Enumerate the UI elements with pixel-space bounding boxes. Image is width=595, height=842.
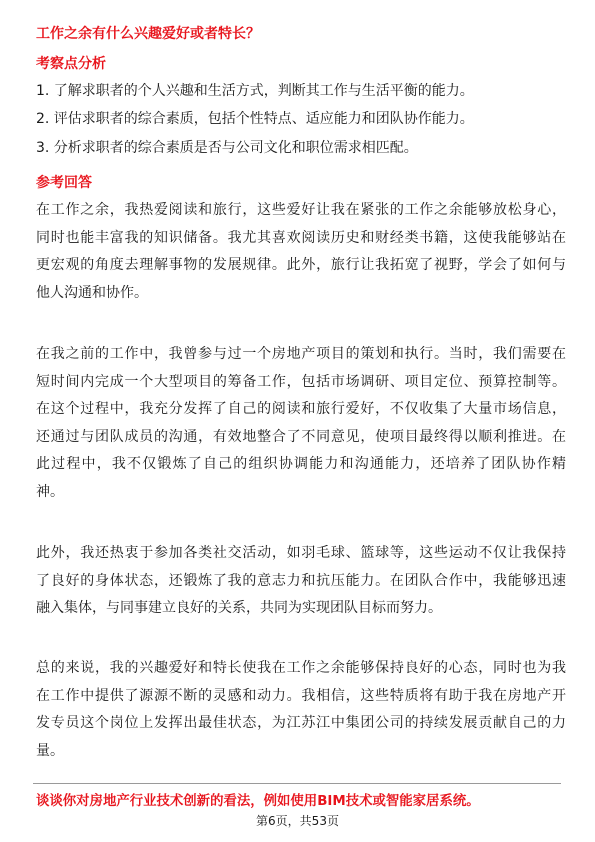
paragraph-line: 融入集体，与同事建立良好的关系，共同为实现团队目标而努力。 xyxy=(36,600,442,616)
answer-paragraph-3 xyxy=(36,540,566,623)
question-title: 工作之余有什么兴趣爱好或者特长？ xyxy=(36,26,260,42)
answer-paragraph-1 xyxy=(36,197,566,307)
paragraph-line: 同时也能丰富我的知识储备。我尤其喜欢阅读历史和财经类书籍，这使我能够站在 xyxy=(36,229,566,246)
analysis-item-3: 3. 分析求职者的综合素质是否与公司文化和职位需求相匹配。 xyxy=(36,140,418,156)
paragraph-line: 发专员这个岗位上发挥出最佳状态，为江苏江中集团公司的持续发展贡献自己的力 xyxy=(36,715,566,731)
paragraph-line: 量。 xyxy=(36,742,64,759)
analysis-heading: 考察点分析 xyxy=(36,56,106,72)
answer-paragraph-2 xyxy=(36,341,566,506)
paragraph-line: 此外，我还热衷于参加各类社交活动，如羽毛球、篮球等，这些运动不仅让我保持 xyxy=(36,545,566,561)
paragraph-line: 在这个过程中，我充分发挥了自己的阅读和旅行爱好，不仅收集了大量市场信息， xyxy=(36,401,566,417)
footer-divider xyxy=(33,783,561,784)
answer-paragraph-4 xyxy=(36,655,566,765)
paragraph-line: 更宏观的角度去理解事物的发展规律。此外，旅行让我拓宽了视野，学会了如何与 xyxy=(36,257,566,273)
paragraph-line: 此过程中，我不仅锻炼了自己的组织协调能力和沟通能力，还培养了团队协作精 xyxy=(36,456,566,472)
paragraph-line: 在工作之余，我热爱阅读和旅行，这些爱好让我在紧张的工作之余能够放松身心， xyxy=(36,202,566,218)
answer-heading: 参考回答 xyxy=(36,175,92,191)
paragraph-line: 总的来说，我的兴趣爱好和特长使我在工作之余能够保持良好的心态，同时也为我 xyxy=(36,660,566,676)
paragraph-line: 了良好的身体状态，还锻炼了我的意志力和抗压能力。在团队合作中，我能够迅速 xyxy=(36,572,566,589)
paragraph-line: 短时间内完成一个大型项目的筹备工作，包括市场调研、项目定位、预算控制等。 xyxy=(36,373,566,390)
analysis-item-1: 1. 了解求职者的个人兴趣和生活方式，判断其工作与生活平衡的能力。 xyxy=(36,83,474,99)
next-question-title: 谈谈你对房地产行业技术创新的看法，例如使用BIM技术或智能家居系统。 xyxy=(36,794,480,809)
analysis-item-2: 2. 评估求职者的综合素质，包括个性特点、适应能力和团队协作能力。 xyxy=(36,111,474,127)
page-number: 第6页，共53页 xyxy=(256,814,339,828)
paragraph-line: 在我之前的工作中，我曾参与过一个房地产项目的策划和执行。当时，我们需要在 xyxy=(36,346,566,362)
paragraph-line: 他人沟通和协作。 xyxy=(36,284,148,301)
paragraph-line: 在工作中提供了源源不断的灵感和动力。我相信，这些特质将有助于我在房地产开 xyxy=(36,687,566,704)
paragraph-line: 神。 xyxy=(36,483,64,500)
paragraph-line: 还通过与团队成员的沟通，有效地整合了不同意见，使项目最终得以顺利推进。在 xyxy=(36,428,566,445)
